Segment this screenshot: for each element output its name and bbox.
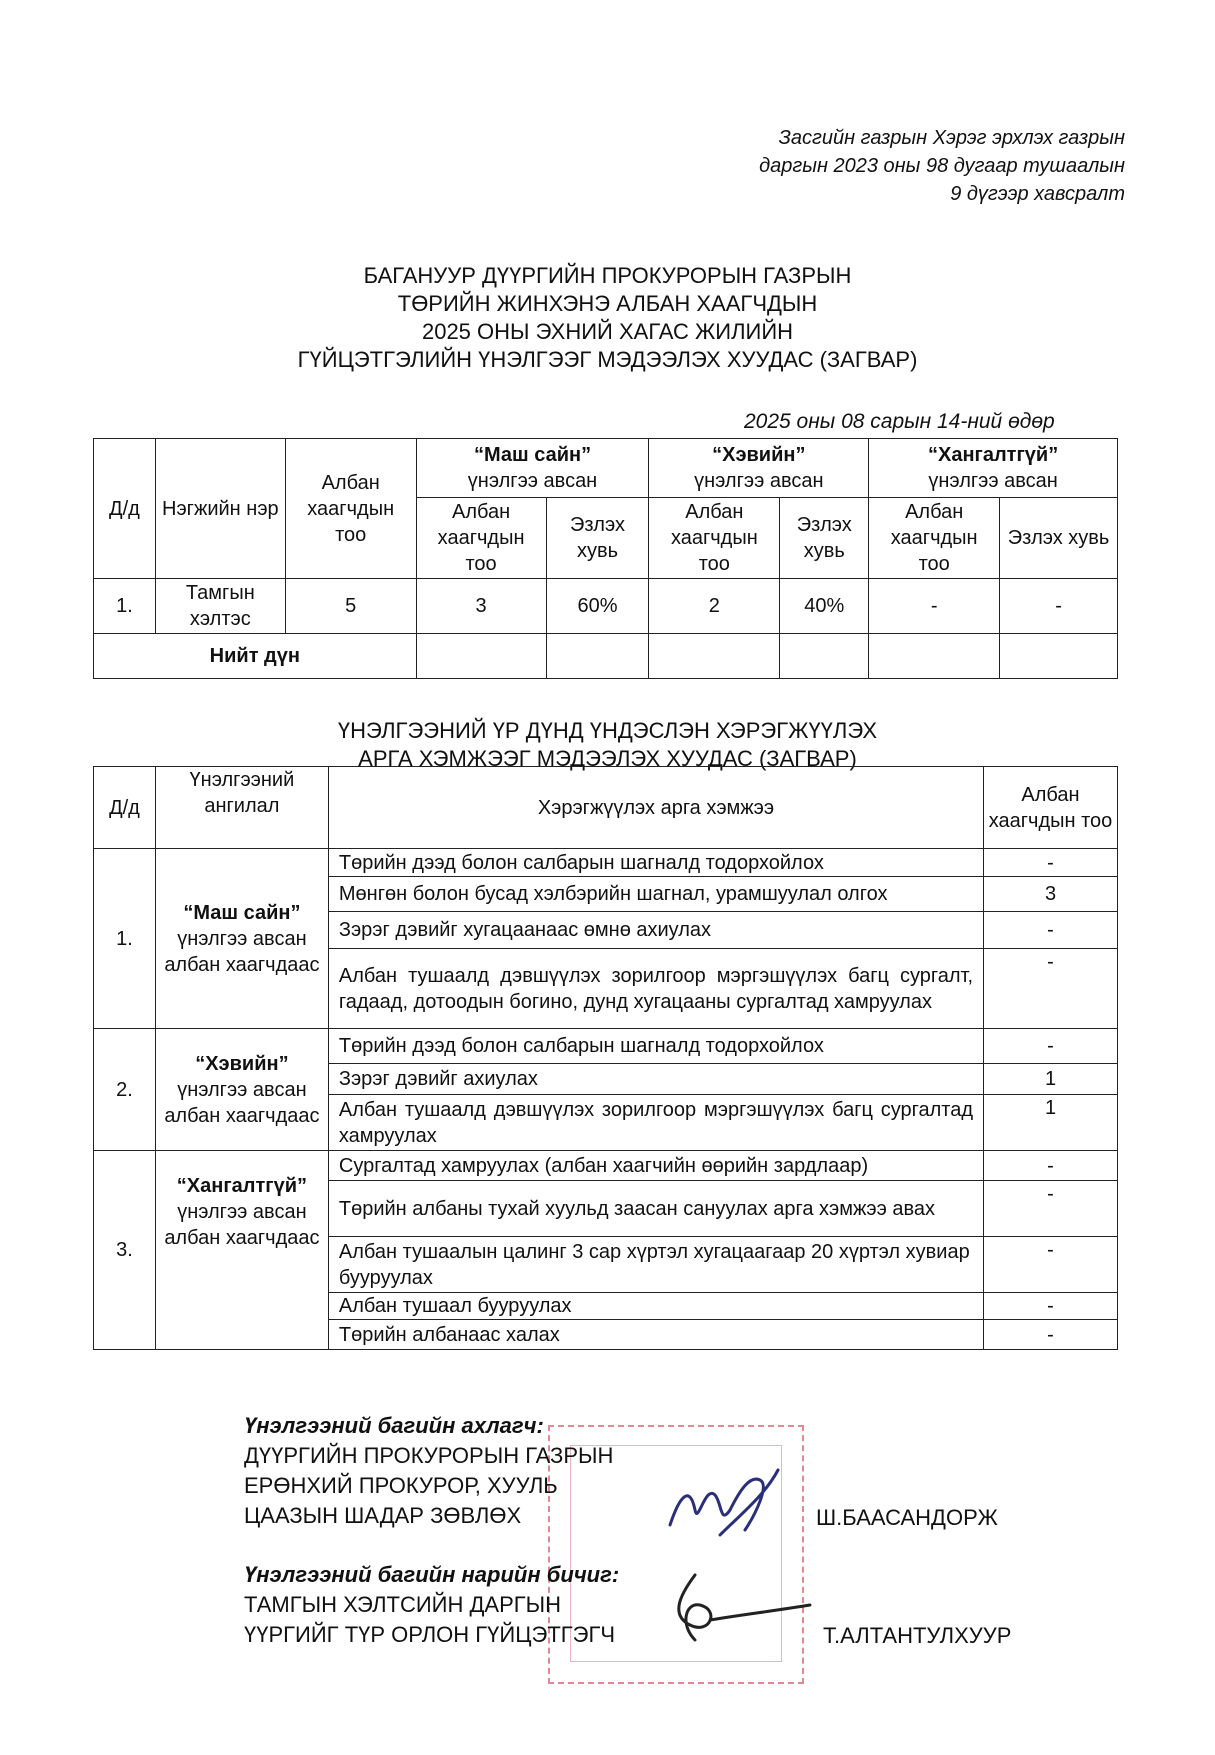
row-unit: Тамгын хэлтэс xyxy=(155,579,285,634)
measures-title xyxy=(0,717,1215,773)
measure-text: Төрийн дээд болон салбарын шагналд тодорхойлох xyxy=(328,849,983,877)
group-category xyxy=(155,849,328,1029)
total-cell xyxy=(416,634,546,679)
header-g-percent: Эзлэх хувь xyxy=(780,498,869,579)
header-p-percent: Эзлэх хувь xyxy=(1000,498,1118,579)
header-vg-count: Албан хаагчдын тоо xyxy=(416,498,546,579)
team-lead-name: Ш.БААСАНДОРЖ xyxy=(816,1505,998,1530)
measures-title-line-1: ҮНЭЛГЭЭНИЙ ҮР ДҮНД ҮНДЭСЛЭН ХЭРЭГЖҮҮЛЭХ xyxy=(337,718,878,743)
measure-count: 1 xyxy=(984,1095,1118,1151)
document-title xyxy=(0,262,1215,374)
measure-text: Албан тушаалд дэвшүүлэх зорилгоор мэргэшүүлэх багц сургалтад хамруулах xyxy=(328,1095,983,1151)
row-num: 1. xyxy=(94,579,156,634)
header-vg-percent: Эзлэх хувь xyxy=(546,498,649,579)
group-desc: үнэлгээ авсан албан хаагчдаас xyxy=(164,927,320,976)
row-staff: 5 xyxy=(285,579,416,634)
measures-table xyxy=(93,766,1118,1350)
title-line-1: БАГАНУУР ДҮҮРГИЙН ПРОКУРОРЫН ГАЗРЫН xyxy=(363,263,852,288)
header-poor xyxy=(869,439,1118,498)
measure-count: 1 xyxy=(984,1064,1118,1095)
very-good-received: үнэлгээ авсан xyxy=(467,470,598,492)
poor-received: үнэлгээ авсан xyxy=(928,470,1058,492)
measures-title-line-2: АРГА ХЭМЖЭЭГ МЭДЭЭЛЭХ ХУУДАС (ЗАГВАР) xyxy=(358,746,857,771)
secretary-role: Үнэлгээний багийн нарийн бичиг: xyxy=(244,1562,620,1587)
table-row xyxy=(94,1151,1118,1181)
measure-count: - xyxy=(984,912,1118,949)
measure-count: - xyxy=(984,1293,1118,1320)
secretary-name: Т.АЛТАНТУЛХУУР xyxy=(823,1623,1012,1648)
row-p-percent: - xyxy=(1000,579,1118,634)
appendix-note xyxy=(759,124,1125,208)
header-good xyxy=(649,439,869,498)
measure-text: Албан тушаалд дэвшүүлэх зорилгоор мэргэшүүлэх багц сургалт, гадаад, дотоодын богино, дунд хугацааны сургалтад хамруулах xyxy=(328,949,983,1029)
row-g-percent: 40% xyxy=(780,579,869,634)
total-cell xyxy=(1000,634,1118,679)
measure-text: Төрийн албанаас халах xyxy=(328,1320,983,1350)
table-row xyxy=(94,1029,1118,1064)
appendix-line-2: даргын 2023 оны 98 дугаар тушаалын xyxy=(759,155,1125,177)
measure-count: - xyxy=(984,1181,1118,1237)
header-category: Үнэлгээний ангилал xyxy=(155,767,328,849)
secretary-line-2: ҮҮРГИЙГ ТҮР ОРЛОН ГҮЙЦЭТГЭГЧ xyxy=(244,1622,616,1647)
team-lead-line-1: ДҮҮРГИЙН ПРОКУРОРЫН ГАЗРЫН xyxy=(244,1443,614,1468)
measure-count: - xyxy=(984,949,1118,1029)
document-date: 2025 оны 08 сарын 14-ний өдөр xyxy=(744,410,1055,433)
header-count: Албан хаагчдын тоо xyxy=(984,767,1118,849)
measure-text: Албан тушаалын цалинг 3 сар хүртэл хугацаагаар 20 хүртэл хувиар бууруулах xyxy=(328,1237,983,1293)
measure-count: - xyxy=(984,849,1118,877)
team-lead-line-2: ЕРӨНХИЙ ПРОКУРОР, ХУУЛЬ xyxy=(244,1473,558,1498)
header-very-good xyxy=(416,439,649,498)
total-cell xyxy=(780,634,869,679)
very-good-label: “Маш сайн” xyxy=(473,444,592,466)
title-line-4: ГҮЙЦЭТГЭЛИЙН ҮНЭЛГЭЭГ МЭДЭЭЛЭХ ХУУДАС (ЗАГВАР) xyxy=(297,347,918,372)
measure-text: Зэрэг дэвийг хугацаанаас өмнө ахиулах xyxy=(328,912,983,949)
group-num: 3. xyxy=(94,1151,156,1350)
appendix-line-3: 9 дүгээр хавсралт xyxy=(950,183,1125,205)
row-vg-count: 3 xyxy=(416,579,546,634)
team-lead-block xyxy=(244,1411,613,1531)
title-line-2: ТӨРИЙН ЖИНХЭНЭ АЛБАН ХААГЧДЫН xyxy=(397,291,818,316)
group-num: 2. xyxy=(94,1029,156,1151)
signature-2 xyxy=(640,1565,815,1655)
measure-text: Албан тушаал бууруулах xyxy=(328,1293,983,1320)
secretary-block xyxy=(244,1560,619,1650)
header-staff-count: Албан хаагчдын тоо xyxy=(285,439,416,579)
measure-count: - xyxy=(984,1029,1118,1064)
measure-text: Сургалтад хамруулах (албан хаагчийн өөрийн зардлаар) xyxy=(328,1151,983,1181)
header-num: Д/д xyxy=(94,439,156,579)
measure-text: Төрийн албаны тухай хуульд заасан сануулах арга хэмжээ авах xyxy=(328,1181,983,1237)
table-row xyxy=(94,849,1118,877)
summary-table xyxy=(93,438,1118,679)
total-row xyxy=(94,634,1118,679)
row-g-count: 2 xyxy=(649,579,780,634)
total-label: Нийт дүн xyxy=(94,634,417,679)
good-label: “Хэвийн” xyxy=(712,444,806,466)
table-row xyxy=(94,579,1118,634)
measure-count: 3 xyxy=(984,877,1118,912)
title-line-3: 2025 ОНЫ ЭХНИЙ ХАГАС ЖИЛИЙН xyxy=(421,319,794,344)
group-rating: “Маш сайн” xyxy=(183,901,301,924)
signature-1 xyxy=(660,1455,790,1555)
group-num: 1. xyxy=(94,849,156,1029)
total-cell xyxy=(546,634,649,679)
group-rating: “Хангалтгүй” xyxy=(176,1175,308,1197)
measure-text: Зэрэг дэвийг ахиулах xyxy=(328,1064,983,1095)
group-desc: үнэлгээ авсан албан хаагчдаас xyxy=(164,1078,320,1127)
header-p-count: Албан хаагчдын тоо xyxy=(869,498,1000,579)
row-vg-percent: 60% xyxy=(546,579,649,634)
group-rating: “Хэвийн” xyxy=(195,1052,289,1075)
row-p-count: - xyxy=(869,579,1000,634)
team-lead-line-3: ЦААЗЫН ШАДАР ЗӨВЛӨХ xyxy=(244,1503,522,1528)
total-cell xyxy=(869,634,1000,679)
header-num: Д/д xyxy=(94,767,156,849)
group-category xyxy=(155,1029,328,1151)
header-g-count: Албан хаагчдын тоо xyxy=(649,498,780,579)
measure-count: - xyxy=(984,1237,1118,1293)
measure-text: Мөнгөн болон бусад хэлбэрийн шагнал, урамшуулал олгох xyxy=(328,877,983,912)
secretary-line-1: ТАМГЫН ХЭЛТСИЙН ДАРГЫН xyxy=(244,1592,562,1617)
group-desc: үнэлгээ авсан албан хаагчдаас xyxy=(164,1201,320,1249)
poor-label: “Хангалтгүй” xyxy=(927,444,1059,466)
appendix-line-1: Засгийн газрын Хэрэг эрхлэх газрын xyxy=(778,127,1125,149)
measure-count: - xyxy=(984,1151,1118,1181)
measure-count: - xyxy=(984,1320,1118,1350)
header-unit-name: Нэгжийн нэр xyxy=(155,439,285,579)
total-cell xyxy=(649,634,780,679)
group-category xyxy=(155,1151,328,1350)
measure-text: Төрийн дээд болон салбарын шагналд тодорхойлох xyxy=(328,1029,983,1064)
header-measure: Хэрэгжүүлэх арга хэмжээ xyxy=(328,767,983,849)
team-lead-role: Үнэлгээний багийн ахлагч: xyxy=(244,1413,544,1438)
good-received: үнэлгээ авсан xyxy=(694,470,824,492)
